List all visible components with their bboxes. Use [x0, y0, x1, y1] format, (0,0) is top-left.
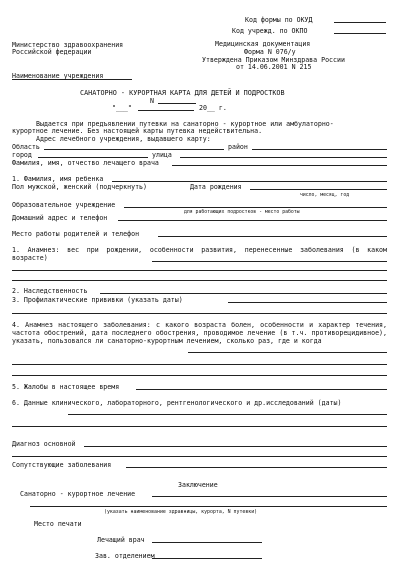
section-4-line1[interactable] — [188, 352, 387, 353]
sex-label: Пол мужской, женский (подчеркнуть) — [12, 183, 147, 191]
section-1-line3[interactable] — [12, 280, 387, 281]
head-signature-label: Зав. отделением — [95, 552, 155, 560]
intro-line2: курортное лечение. Без настоящей карты путевка недействительна. — [12, 127, 263, 135]
school-label: Образовательное учреждение — [12, 201, 116, 209]
institution-field[interactable] — [12, 79, 132, 80]
section-4-label: 4. Анамнез настоящего заболевания: с какого возраста болен, особенности и характер течения, частота обострений, дата последнего обострения, проводимое лечение (в т.ч. противорецидивное), указать, пользовался ли санаторно-курортным лечением, сколько раз, где и когда — [12, 321, 387, 345]
ulitsa-field[interactable] — [180, 157, 387, 158]
conclusion-title: Заключение — [178, 481, 218, 489]
stamp-label: Место печати — [34, 520, 82, 528]
diagnosis-label: Диагноз основной — [12, 440, 76, 448]
doctor-name-label: Фамилия, имя, отчество лечащего врача — [12, 159, 159, 167]
oblast-field[interactable] — [44, 149, 224, 150]
approved-date: от 14.06.2001 N 215 — [236, 63, 312, 71]
intro-line3: Адрес лечебного учреждения, выдавшего карту: — [36, 135, 211, 143]
section-6-line2[interactable] — [12, 426, 387, 427]
section-2-field[interactable] — [100, 293, 387, 294]
section-4-line2[interactable] — [12, 364, 387, 365]
section-3-field[interactable] — [228, 302, 387, 303]
okpo-label: Код учрежд. по ОКПО — [232, 27, 308, 35]
intro-line1: Выдается при предъявлении путевки на санаторно - курортное или амбулаторно- — [36, 120, 334, 128]
section-1-line2[interactable] — [12, 270, 387, 271]
comorbid-field[interactable] — [126, 467, 387, 468]
approved-by: Утверждена Приказом Минздрава России — [202, 56, 345, 64]
date-year: 20__ г. — [199, 104, 227, 112]
section-5-label: 5. Жалобы в настоящее время — [12, 383, 120, 391]
comorbid-label: Сопутствующие заболевания — [12, 461, 112, 469]
doctor-signature-label: Лечащий врач — [97, 536, 145, 544]
gorod-label: город — [12, 151, 32, 159]
birth-label: Дата рождения — [190, 183, 242, 191]
doctor-name-field[interactable] — [172, 165, 387, 166]
spa-label: Санаторно - курортное лечение — [20, 490, 136, 498]
number-prefix: N — [150, 97, 154, 105]
section-6-label: 6. Данные клинического, лабораторного, рентгенологического и др.исследований (даты) — [12, 399, 342, 407]
parents-work-field[interactable] — [158, 236, 387, 237]
school-hint: для работающих подростков - место работы — [184, 210, 300, 215]
ministry-line1: Министерство здравоохранения — [12, 41, 124, 49]
spa-field[interactable] — [152, 496, 387, 497]
okpo-field[interactable] — [334, 33, 386, 34]
section-2-label: 2. Наследственность — [12, 287, 88, 295]
spa-line2[interactable] — [30, 506, 387, 507]
oblast-label: Область — [12, 143, 40, 151]
form-number: Форма N 076/у — [244, 48, 296, 56]
child-name-label: 1. Фамилия, имя ребенка — [12, 175, 104, 183]
doctor-signature-field[interactable] — [152, 542, 262, 543]
section-3-line2[interactable] — [12, 313, 387, 314]
section-6-line1[interactable] — [68, 414, 387, 415]
section-1-label: 1. Анамнез: вес при рождении, особенности развития, перенесенные заболевания (в каком возрасте) — [12, 246, 387, 262]
spa-hint: (указать наименование здравницы, курорта, N путевки) — [104, 509, 258, 515]
parents-work-label: Место работы родителей и телефон — [12, 230, 140, 238]
address-field[interactable] — [118, 220, 387, 221]
head-signature-field[interactable] — [152, 558, 262, 559]
child-name-field[interactable] — [112, 181, 387, 182]
okud-field[interactable] — [334, 22, 386, 23]
ulitsa-label: улица — [152, 151, 172, 159]
section-5-field[interactable] — [136, 389, 387, 390]
doc-type: Медицинская документация — [215, 40, 311, 48]
birth-hint: число, месяц, год — [300, 193, 350, 198]
date-month-field[interactable] — [138, 110, 194, 111]
section-3-label: 3. Профилактические прививки (указать даты) — [12, 296, 183, 304]
gorod-field[interactable] — [38, 157, 148, 158]
birth-field[interactable] — [250, 189, 387, 190]
diagnosis-line2[interactable] — [12, 456, 387, 457]
card-number-field[interactable] — [158, 103, 196, 104]
ministry-line2: Российской федерации — [12, 48, 92, 56]
address-label: Домашний адрес и телефон — [12, 214, 108, 222]
okud-label: Код формы по ОКУД — [245, 16, 313, 24]
date-day: "___" — [112, 104, 132, 112]
diagnosis-field[interactable] — [84, 446, 387, 447]
rayon-label: район — [228, 143, 248, 151]
institution-label: Наименование учреждения — [12, 72, 104, 80]
section-4-line3[interactable] — [12, 375, 387, 376]
school-field[interactable] — [124, 207, 387, 208]
card-title: САНАТОРНО - КУРОРТНАЯ КАРТА ДЛЯ ДЕТЕЙ И ПОДРОСТКОВ — [80, 89, 285, 97]
rayon-field[interactable] — [252, 149, 387, 150]
section-1-line1[interactable] — [152, 261, 387, 262]
